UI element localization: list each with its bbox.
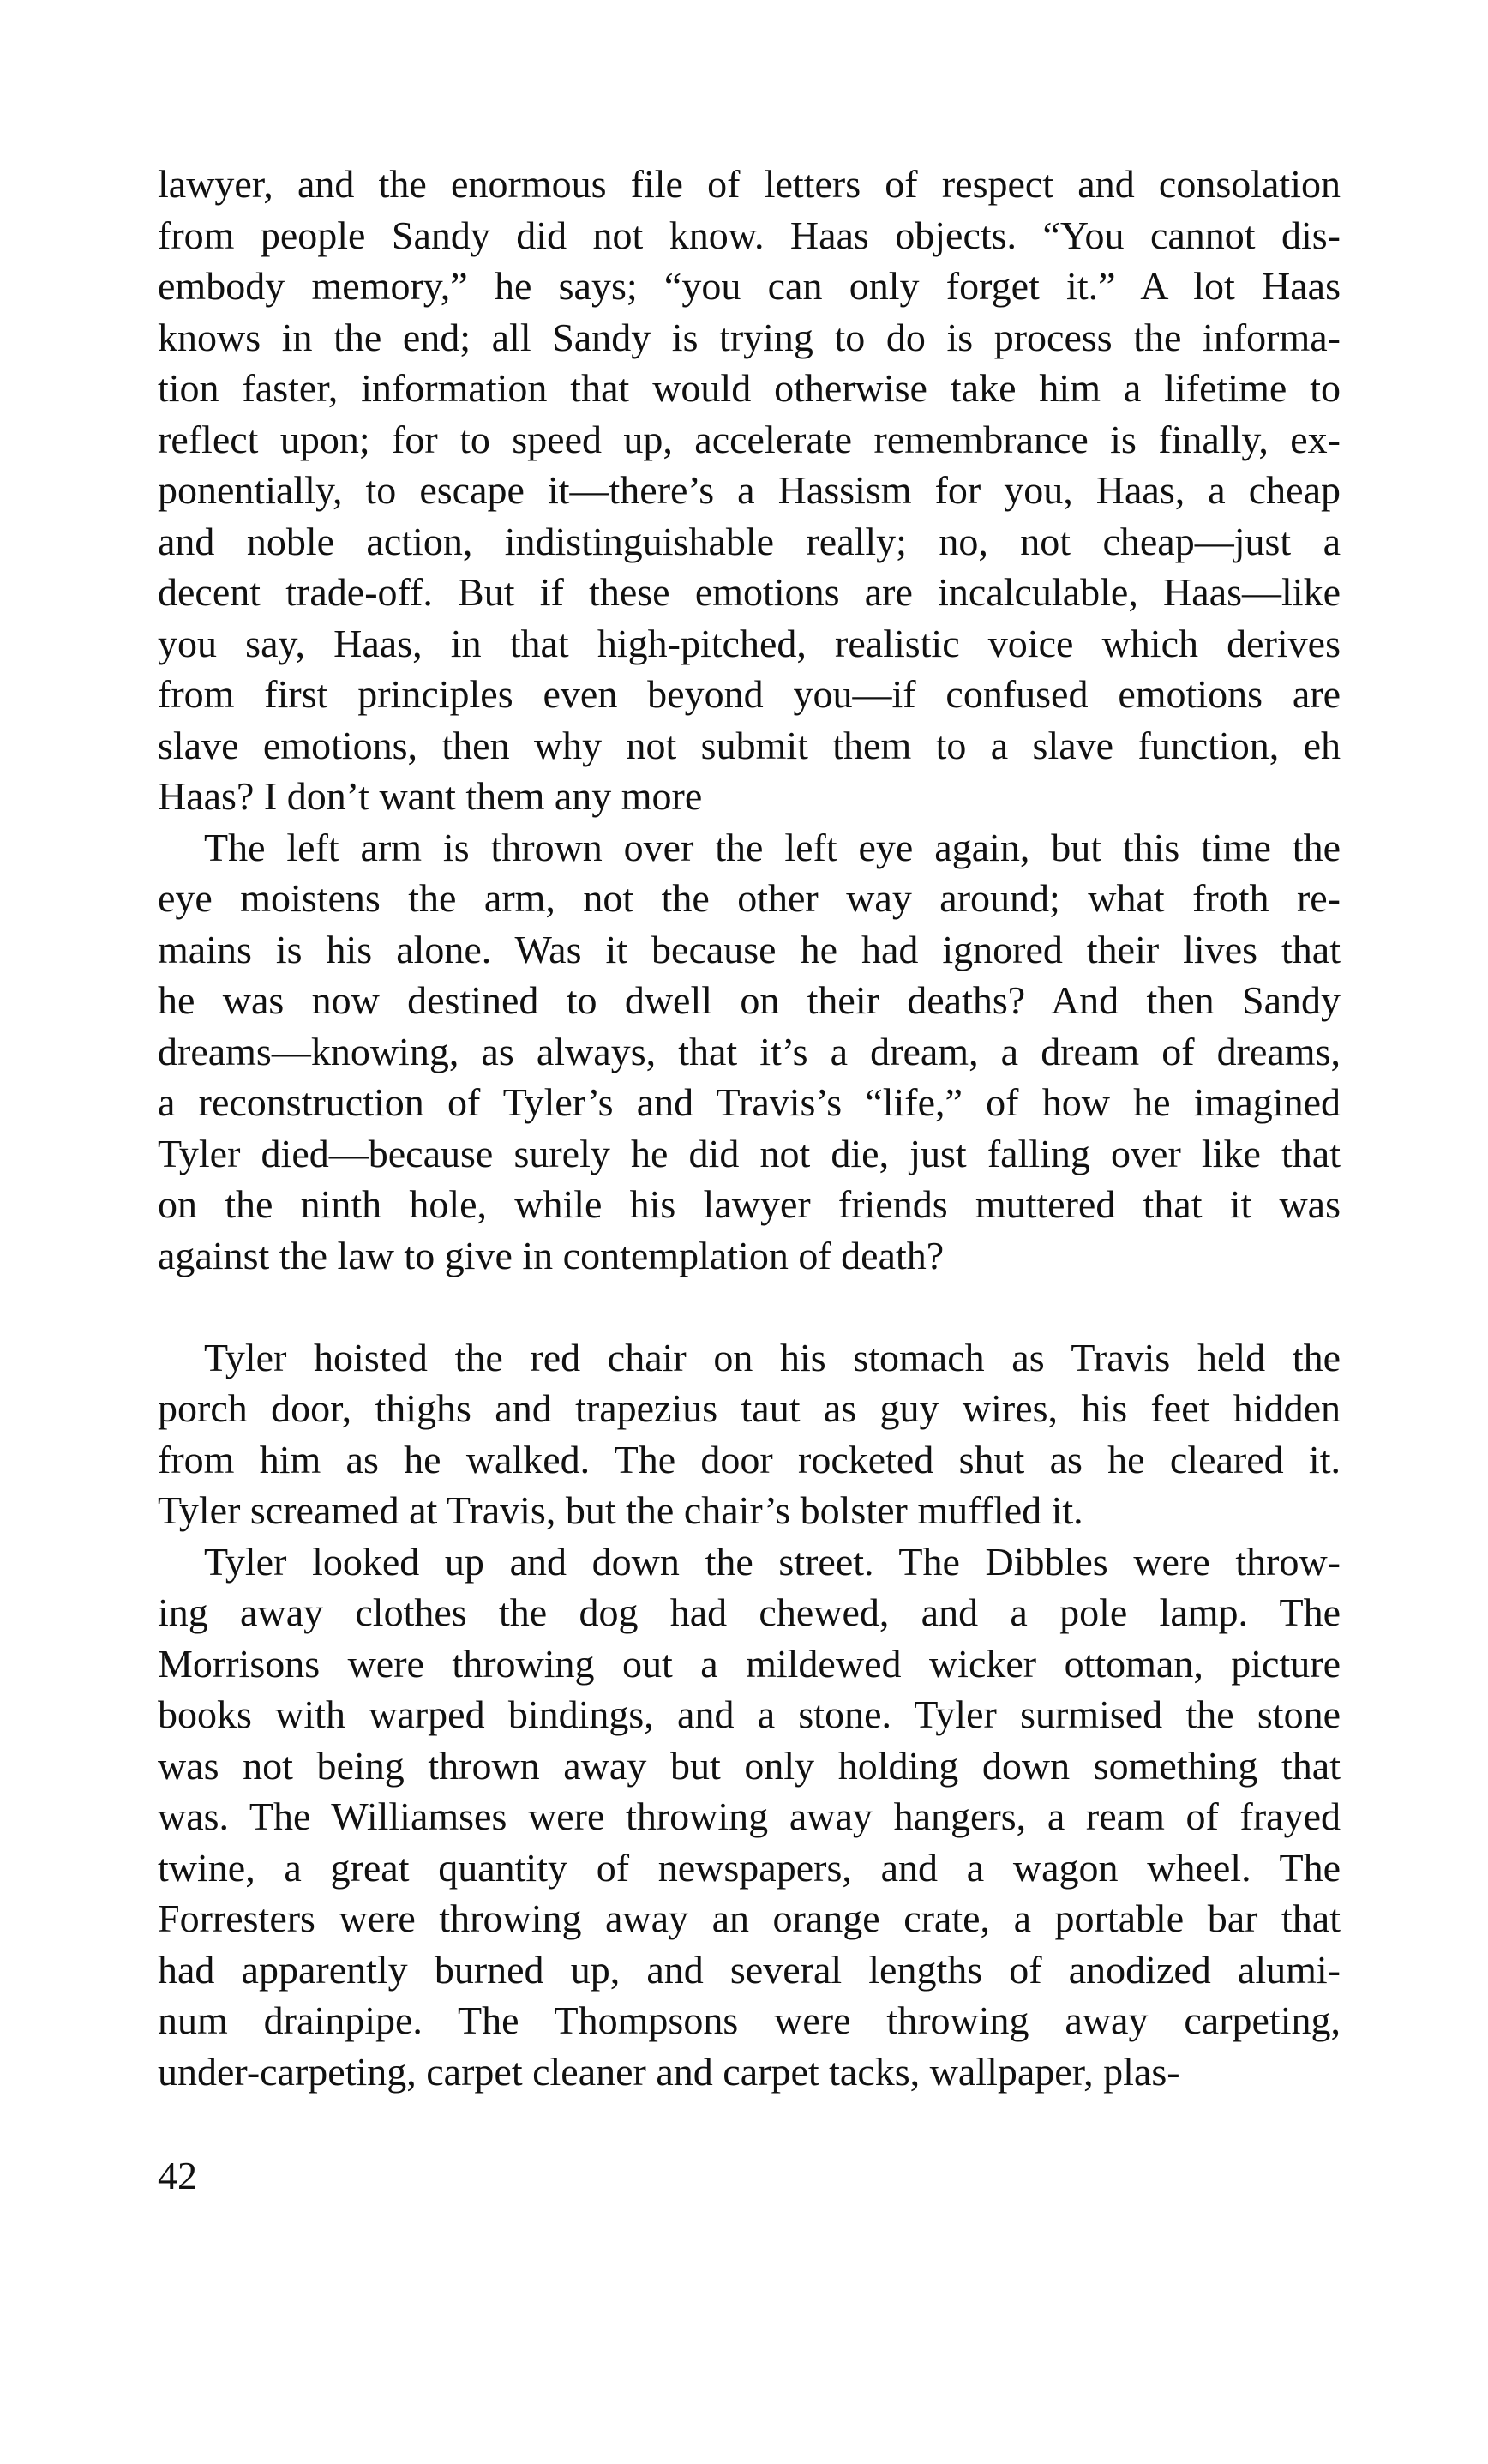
text-line: under-carpeting, carpet cleaner and carpet tacks, wallpaper, plas-	[158, 2049, 1180, 2094]
text-line: ing away clothes the dog had chewed, and a pole lamp. The	[158, 1590, 1341, 1634]
text-line: twine, a great quantity of newspapers, and a wagon wheel. The	[158, 1845, 1341, 1890]
text-line: you say, Haas, in that high-pitched, realistic voice which derives	[158, 621, 1341, 665]
text-line: The left arm is thrown over the left eye again, but this time the	[204, 825, 1341, 869]
page-number: 42	[158, 2154, 197, 2197]
section-break	[158, 1281, 1341, 1332]
paragraph	[158, 1536, 1341, 2098]
text-line: Haas? I don’t want them any more	[158, 774, 703, 818]
text-line: eye moistens the arm, not the other way around; what froth re-	[158, 876, 1341, 920]
text-line: num drainpipe. The Thompsons were throwing away carpeting,	[158, 1998, 1341, 2042]
text-line: dreams—knowing, as always, that it’s a dream, a dream of dreams,	[158, 1029, 1341, 1073]
text-line: a reconstruction of Tyler’s and Travis’s “life,” of how he imagined	[158, 1080, 1341, 1124]
text-line: was not being thrown away but only holding down something that	[158, 1743, 1341, 1788]
text-line: embody memory,” he says; “you can only forget it.” A lot Haas	[158, 264, 1341, 308]
text-line: decent trade-off. But if these emotions are incalculable, Haas—like	[158, 570, 1341, 614]
text-line: on the ninth hole, while his lawyer friends muttered that it was	[158, 1182, 1341, 1226]
text-line: knows in the end; all Sandy is trying to do is process the informa-	[158, 315, 1341, 359]
text-line: from him as he walked. The door rocketed shut as he cleared it.	[158, 1437, 1341, 1481]
text-line: he was now destined to dwell on their deaths? And then Sandy	[158, 978, 1341, 1022]
text-line: Tyler died—because surely he did not die, just falling over like that	[158, 1131, 1341, 1175]
text-line: Morrisons were throwing out a mildewed wicker ottoman, picture	[158, 1641, 1341, 1686]
text-line: against the law to give in contemplation of death?	[158, 1233, 945, 1277]
text-line: slave emotions, then why not submit them to a slave function, eh	[158, 723, 1341, 767]
text-line: Forresters were throwing away an orange crate, a portable bar that	[158, 1896, 1341, 1940]
text-line: Tyler screamed at Travis, but the chair’s bolster muffled it.	[158, 1488, 1083, 1532]
text-line: and noble action, indistinguishable really; no, not cheap—just a	[158, 519, 1341, 563]
text-line: Tyler hoisted the red chair on his stomach as Travis held the	[204, 1335, 1341, 1379]
text-line: tion faster, information that would otherwise take him a lifetime to	[158, 366, 1341, 410]
body-text	[158, 159, 1341, 2097]
paragraph	[158, 159, 1341, 822]
paragraph	[158, 1332, 1341, 1536]
text-line: ponentially, to escape it—there’s a Hassism for you, Haas, a cheap	[158, 468, 1341, 512]
text-line: from people Sandy did not know. Haas objects. “You cannot dis-	[158, 213, 1341, 257]
text-line: had apparently burned up, and several lengths of anodized alumi-	[158, 1947, 1341, 1992]
text-line: books with warped bindings, and a stone. Tyler surmised the stone	[158, 1692, 1341, 1736]
text-line: reflect upon; for to speed up, accelerate remembrance is finally, ex-	[158, 417, 1341, 461]
text-line: mains is his alone. Was it because he had ignored their lives that	[158, 927, 1341, 971]
text-line: Tyler looked up and down the street. The Dibbles were throw-	[204, 1539, 1341, 1584]
text-line: was. The Williamses were throwing away hangers, a ream of frayed	[158, 1794, 1341, 1838]
text-line: lawyer, and the enormous file of letters of respect and consolation	[158, 162, 1341, 206]
text-line: porch door, thighs and trapezius taut as guy wires, his feet hidden	[158, 1386, 1341, 1430]
text-line: from first principles even beyond you—if confused emotions are	[158, 672, 1341, 716]
paragraph	[158, 822, 1341, 1282]
